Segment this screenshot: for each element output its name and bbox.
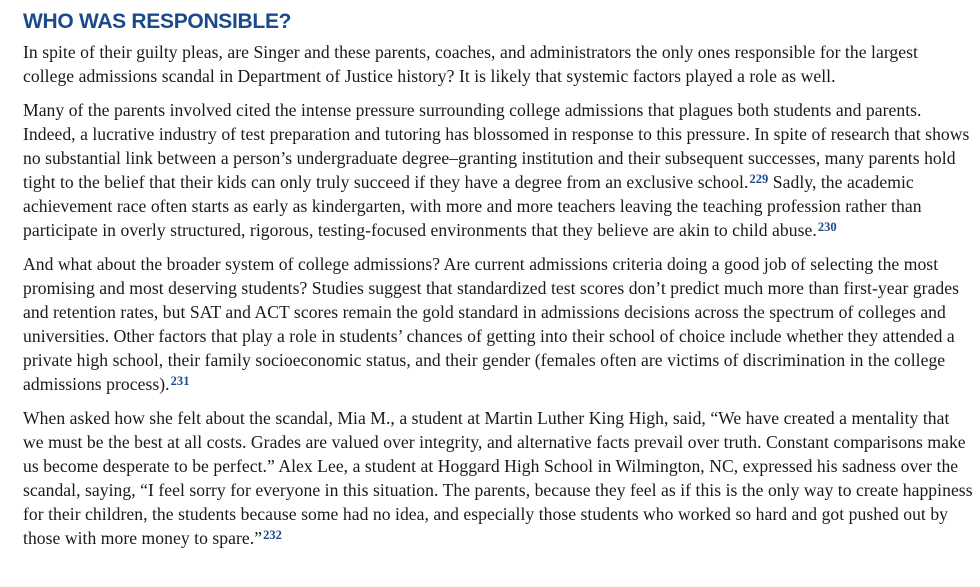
paragraph-3: [23, 252, 973, 396]
footnote-link-232[interactable]: 232: [263, 528, 282, 542]
paragraph-text: Many of the parents involved cited the intense pressure surrounding college admissions that plagues both students and parents. Indeed, a lucrative industry of test preparation and tutoring has blossomed in response to this pressure. In spite of research that shows no substantial link between a person’s undergraduate degree–granting institution and their subsequent successes, many parents hold tight to the belief that their kids can only truly succeed if they have a degree from an exclusive school.: [23, 100, 970, 192]
paragraph-text: When asked how she felt about the scandal, Mia M., a student at Martin Luther King High, said, “We have created a mentality that we must be the best at all costs. Grades are valued over integrity, and alternative facts prevail over truth. Constant comparisons make us become desperate to be perfect.” Alex Lee, a student at Hoggard High School in Wilmington, NC, expressed his sadness over the scandal, saying, “I feel sorry for everyone in this situation. The parents, because they feel as if this is the only way to create happiness for their children, the students because some had no idea, and especially those students who worked so hard and got pushed out by those with more money to spare.”: [23, 408, 973, 548]
paragraph-text: And what about the broader system of college admissions? Are current admissions criteria doing a good job of selecting the most promising and most deserving students? Studies suggest that standardized test scores don’t predict much more than first-year grades and retention rates, but SAT and ACT scores remain the gold standard in admissions decisions across the spectrum of colleges and universities. Other factors that play a role in students’ chances of getting into their school of choice include whether they attended a private high school, their family socioeconomic status, and their gender (females often are victims of discrimination in the college admissions process).: [23, 254, 960, 394]
paragraph-4: [23, 406, 973, 550]
footnote-link-231[interactable]: 231: [170, 374, 190, 388]
paragraph-2: [23, 98, 973, 242]
paragraph-text: Sadly, the academic achievement race often starts as early as kindergarten, with more and more teachers leaving the teaching profession rather than participate in overly structured, rigorous, testing-focused environments that they believe are akin to child abuse.: [23, 172, 922, 240]
footnote-link-229[interactable]: 229: [749, 172, 769, 186]
article: [23, 8, 973, 560]
section-heading: WHO WAS RESPONSIBLE?: [23, 10, 292, 33]
paragraph-1: [23, 40, 973, 88]
paragraph-text: In spite of their guilty pleas, are Singer and these parents, coaches, and administrators the only ones responsible for the largest college admissions scandal in Department of Justice history? It is likely that systemic factors played a role as well.: [23, 42, 918, 86]
footnote-link-230[interactable]: 230: [817, 220, 837, 234]
